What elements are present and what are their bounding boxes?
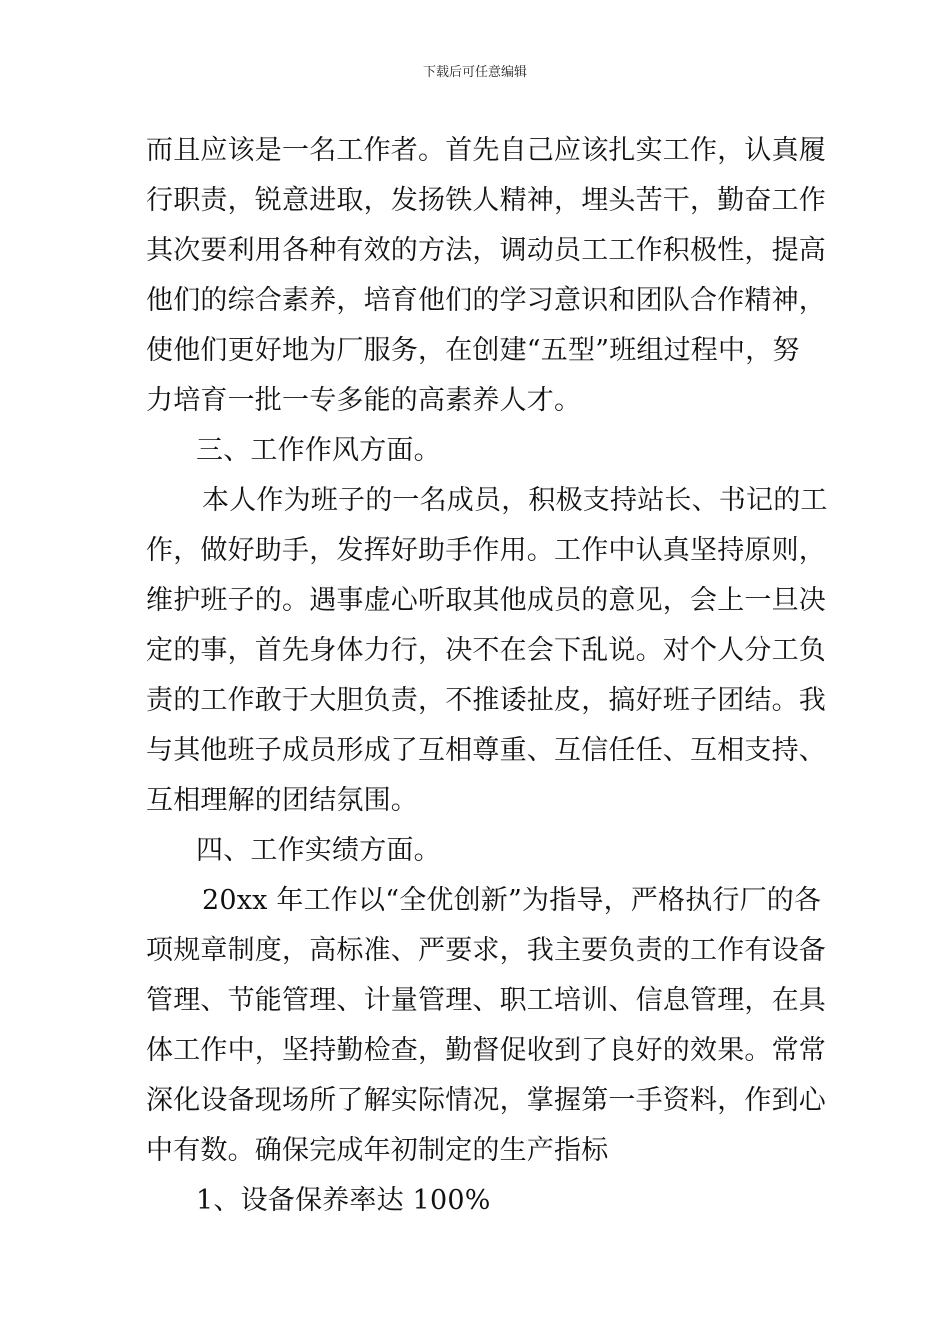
text-line: 与其他班子成员形成了互相尊重、互信任任、互相支持、	[146, 735, 826, 766]
page-header: 下载后可任意编辑	[422, 65, 527, 80]
document-body	[146, 126, 828, 1226]
text-line: 中有数。确保完成年初制定的生产指标	[146, 1135, 609, 1166]
text-line: 使他们更好地为厂服务，在创建“五型”班组过程中，努	[146, 335, 800, 366]
text-line: 作，做好助手，发挥好助手作用。工作中认真坚持原则，	[146, 535, 826, 566]
text-line: 他们的综合素养，培育他们的学习意识和团队合作精神，	[146, 285, 826, 316]
text-line: 项规章制度，高标准、严要求，我主要负责的工作有设备	[146, 935, 826, 966]
text-line: 行职责，锐意进取，发扬铁人精神，埋头苦干，勤奋工作	[146, 185, 826, 216]
text-line: 维护班子的。遇事虚心听取其他成员的意见，会上一旦决	[146, 585, 826, 616]
text-line: 深化设备现场所了解实际情况，掌握第一手资料，作到心	[146, 1085, 826, 1116]
text-line: 管理、节能管理、计量管理、职工培训、信息管理，在具	[146, 985, 826, 1016]
text-line: 定的事，首先身体力行，决不在会下乱说。对个人分工负	[146, 635, 826, 666]
text-line: 而且应该是一名工作者。首先自己应该扎实工作，认真履	[146, 135, 826, 166]
text-line: 本人作为班子的一名成员，积极支持站长、书记的工	[202, 485, 828, 516]
text-line: 力培育一批一专多能的高素养人才。	[146, 385, 582, 416]
list-item: 1、设备保养率达 100%	[196, 1185, 491, 1216]
text-line: 责的工作敢于大胆负责，不推诿扯皮，搞好班子团结。我	[146, 685, 826, 716]
text-line: 其次要利用各种有效的方法，调动员工工作积极性，提高	[146, 235, 826, 266]
section-heading: 四、工作实绩方面。	[196, 835, 441, 866]
text-line: 20xx 年工作以“全优创新”为指导，严格执行厂的各	[202, 885, 822, 916]
section-heading: 三、工作作风方面。	[196, 435, 441, 466]
text-line: 体工作中，坚持勤检查，勤督促收到了良好的效果。常常	[146, 1035, 826, 1066]
text-line: 互相理解的团结氛围。	[146, 785, 418, 816]
